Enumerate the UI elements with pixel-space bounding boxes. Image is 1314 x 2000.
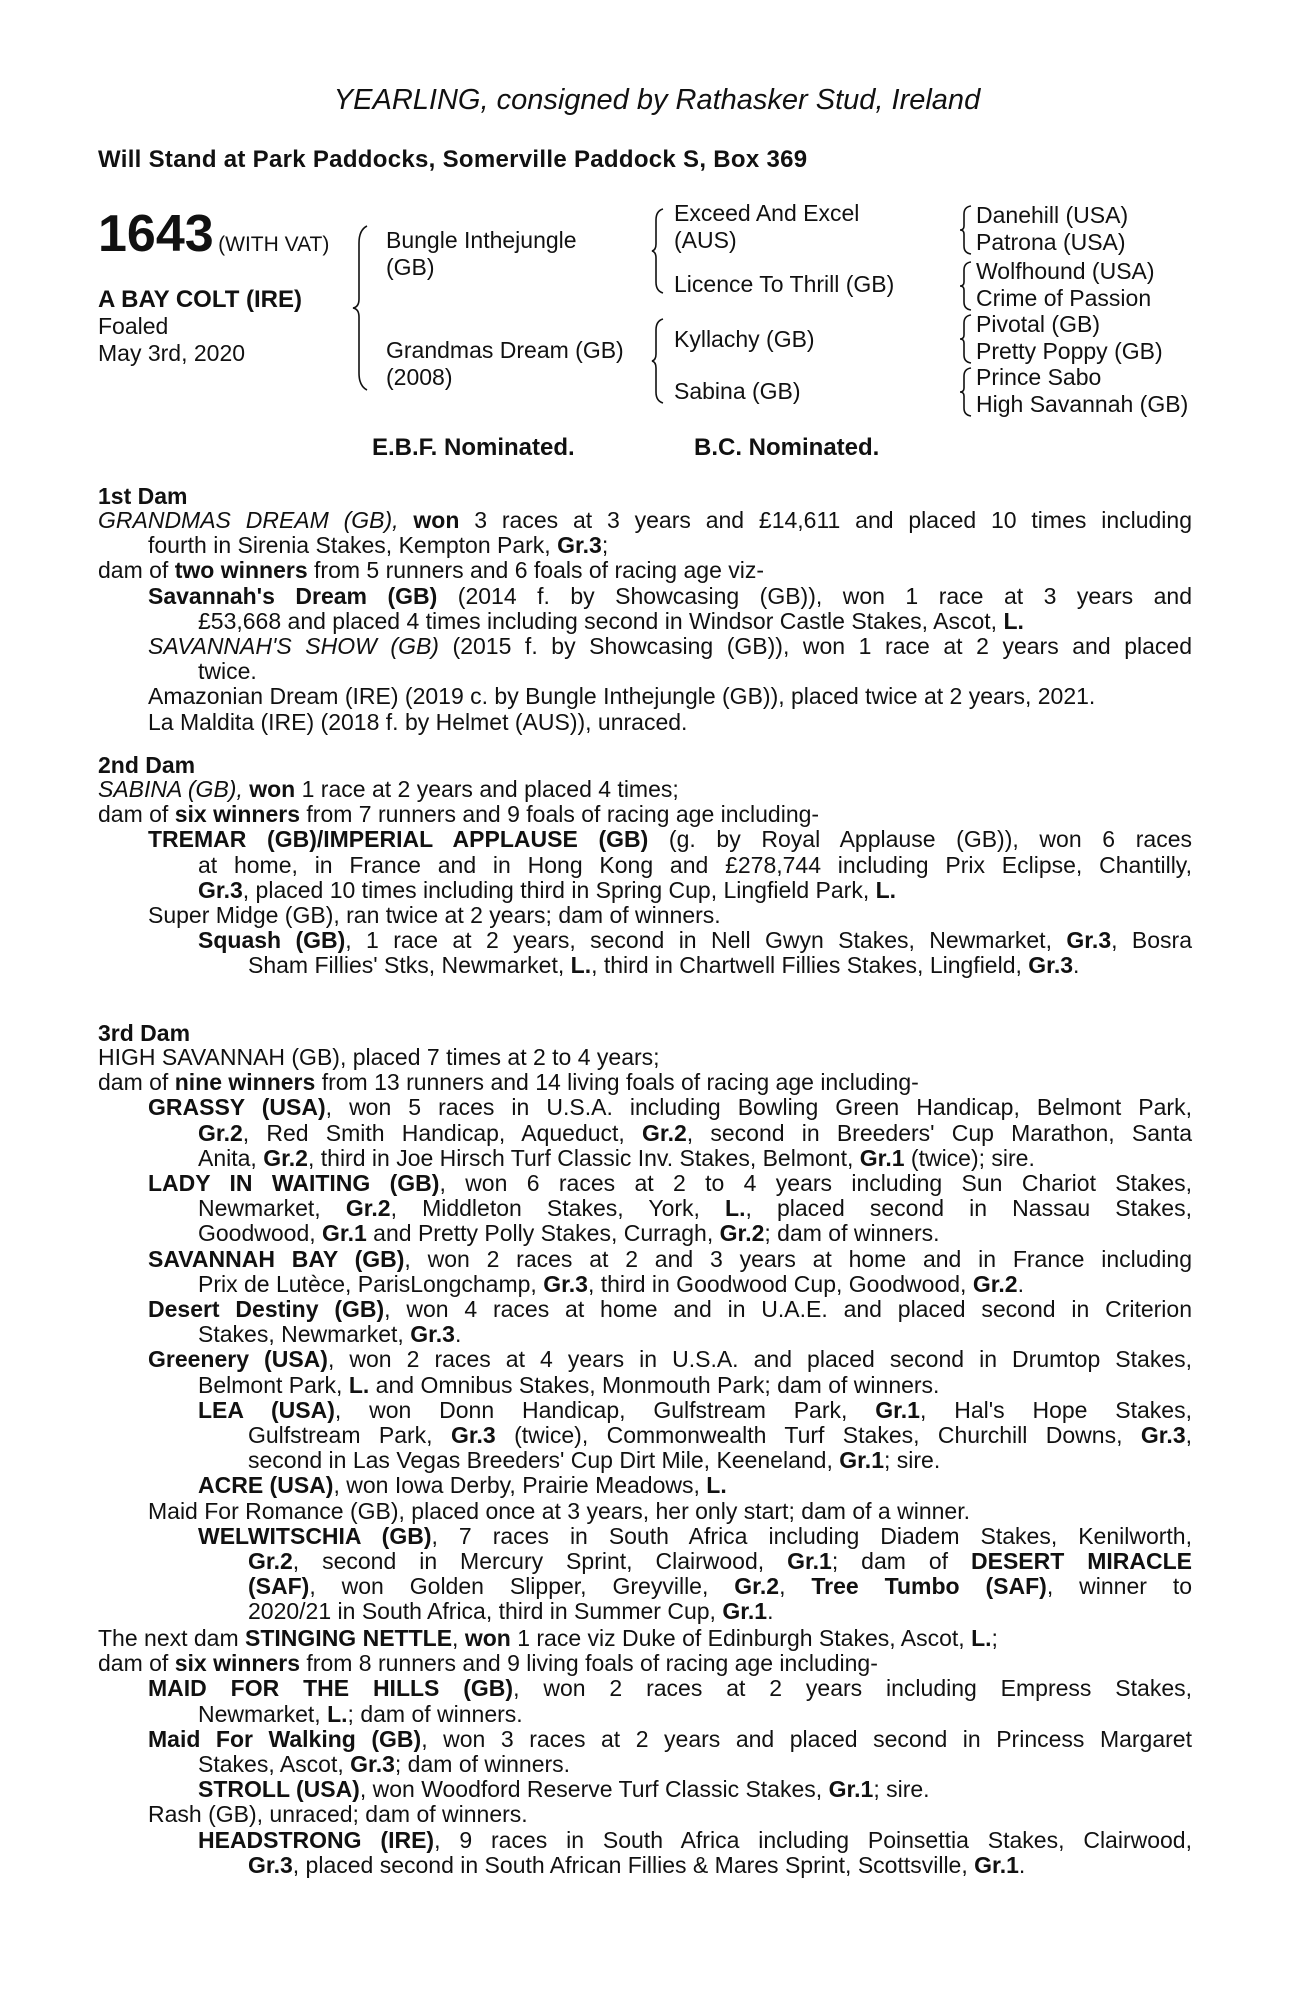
progeny-lady-in-waiting: LADY IN WAITING (GB), won 6 races at 2 to 4 years including Sun Chariot Stakes, Newmarket, Gr.2, Middleton Stakes, York, L., placed second in Nassau Stakes, Goodwood, Gr.1 and Pretty Polly Stakes, Curragh, Gr.2; dam of winners. <box>148 1170 1193 1247</box>
progeny-grassy: GRASSY (USA), won 5 races in U.S.A. including Bowling Green Handicap, Belmont Park, Gr.2, Red Smith Handicap, Aqueduct, Gr.2, second in Breeders' Cup Marathon, Santa Anita, Gr.2, third in Joe Hirsch Turf Classic Inv. Stakes, Belmont, Gr.1 (twice); sire. <box>148 1094 1192 1171</box>
progeny-super-midge: Super Midge (GB), ran twice at 2 years; dam of winners. <box>148 902 721 928</box>
lot-number-line <box>98 205 330 263</box>
progeny-lea: LEA (USA), won Donn Handicap, Gulfstream Park, Gr.1, Hal's Hope Stakes, Gulfstream Park, Gr.3 (twice), Commonwealth Turf Stakes, Churchill Downs, Gr.3, second in Las Vegas Breeders' Cup Dirt Mile, Keeneland, Gr.1; sire. <box>198 1396 1193 1474</box>
pedigree-ddd: High Savannah (GB) <box>976 391 1189 417</box>
progeny-amazonian-dream: Amazonian Dream (IRE) (2019 c. by Bungle Inthejungle (GB)), placed twice at 2 years, 2021. <box>148 683 1096 710</box>
sire-parents-bracket <box>652 208 664 294</box>
ebf-nomination: E.B.F. Nominated. <box>372 434 575 461</box>
progeny-headstrong: HEADSTRONG (IRE), 9 races in South Africa including Poinsettia Stakes, Clairwood, Gr.3, placed second in South African Fillies & Mares Sprint, Scottsville, Gr.1. <box>198 1826 1192 1878</box>
pedigree-dam-dam: Sabina (GB) <box>674 378 801 404</box>
progeny-welwitschia: WELWITSCHIA (GB), 7 races in South Africa including Diadem Stakes, Kenilworth, Gr.2, second in Mercury Sprint, Clairwood, Gr.1; dam of DESERT MIRACLE (SAF), won Golden Slipper, Greyville, Gr.2, Tree Tumbo (SAF), winner to 2020/21 in South Africa, third in Summer Cup, Gr.1. <box>198 1522 1193 1625</box>
first-dam-heading: 1st Dam <box>98 483 188 509</box>
progeny-stroll: STROLL (USA), won Woodford Reserve Turf Classic Stakes, Gr.1; sire. <box>198 1776 930 1803</box>
foaled-label: Foaled <box>98 313 169 339</box>
progeny-savannah-bay: SAVANNAH BAY (GB), won 2 races at 2 and 3 years at home and in France including Prix de Lutèce, ParisLongchamp, Gr.3, third in Goodwood Cup, Goodwood, Gr.2. <box>148 1245 1192 1297</box>
vat-label: (WITH VAT) <box>218 233 330 256</box>
pedigree-dsd: Pretty Poppy (GB) <box>976 338 1163 364</box>
next-dam-entry: The next dam STINGING NETTLE, won 1 race viz Duke of Edinburgh Stakes, Ascot, L.; dam of six winners from 8 runners and 9 living foals of racing age including- <box>98 1625 998 1677</box>
progeny-savannahs-dream: Savannah's Dream (GB) (2014 f. by Showcasing (GB)), won 1 race at 3 years and £53,668 and placed 4 times including second in Windsor Castle Stakes, Ascot, L. <box>148 582 1193 634</box>
second-dam-heading: 2nd Dam <box>98 752 196 778</box>
third-dam-entry: HIGH SAVANNAH (GB), placed 7 times at 2 to 4 years; dam of nine winners from 13 runners and 14 living foals of racing age including- <box>98 1044 919 1096</box>
gen4-bracket-4 <box>960 367 972 417</box>
pedigree-dam-sire: Kyllachy (GB) <box>674 326 815 352</box>
lot-description: A BAY COLT (IRE) <box>98 286 303 313</box>
progeny-rash: Rash (GB), unraced; dam of winners. <box>148 1801 528 1828</box>
progeny-la-maldita: La Maldita (IRE) (2018 f. by Helmet (AUS)), unraced. <box>148 708 688 735</box>
pedigree-sire-sire: Exceed And Excel (AUS) <box>674 200 860 253</box>
first-dam-entry: GRANDMAS DREAM (GB), won 3 races at 3 years and £14,611 and placed 10 times including fourth in Sirenia Stakes, Kempton Park, Gr.3; dam of two winners from 5 runners and 6 foals of racing age viz- <box>98 507 1192 584</box>
sire-dam-bracket <box>356 225 368 391</box>
gen4-bracket-2 <box>960 261 972 311</box>
pedigree-sds: Wolfhound (USA) <box>976 258 1155 284</box>
pedigree-dss: Pivotal (GB) <box>976 311 1100 337</box>
second-dam-entry: SABINA (GB), won 1 race at 2 years and placed 4 times; dam of six winners from 7 runners and 9 foals of racing age including- <box>98 776 820 828</box>
progeny-desert-destiny: Desert Destiny (GB), won 4 races at home and in U.A.E. and placed second in Criterion Stakes, Newmarket, Gr.3. <box>148 1296 1192 1348</box>
gen4-bracket-1 <box>960 205 972 255</box>
progeny-acre: ACRE (USA), won Iowa Derby, Prairie Meadows, L. <box>198 1472 727 1499</box>
third-dam-heading: 3rd Dam <box>98 1020 191 1046</box>
pedigree-ssd: Patrona (USA) <box>976 229 1126 255</box>
progeny-tremar: TREMAR (GB)/IMPERIAL APPLAUSE (GB) (g. by Royal Applause (GB)), won 6 races at home, in France and in Hong Kong and £278,744 including Prix Eclipse, Chantilly, Gr.3, placed 10 times including third in Spring Cup, Lingfield Park, L. <box>148 826 1192 903</box>
pedigree-dam: Grandmas Dream (GB) (2008) <box>386 337 624 390</box>
progeny-maid-for-romance: Maid For Romance (GB), placed once at 3 years, her only start; dam of a winner. <box>148 1497 970 1524</box>
progeny-maid-for-walking: Maid For Walking (GB), won 3 races at 2 years and placed second in Princess Margaret Stakes, Ascot, Gr.3; dam of winners. <box>148 1725 1192 1777</box>
pedigree-sire: Bungle Inthejungle (GB) <box>386 227 577 280</box>
pedigree-dds: Prince Sabo <box>976 364 1102 390</box>
dam-parents-bracket <box>652 318 664 404</box>
progeny-squash: Squash (GB), 1 race at 2 years, second in Nell Gwyn Stakes, Newmarket, Gr.3, Bosra Sham Fillies' Stks, Newmarket, L., third in Chartwell Fillies Stakes, Lingfield, Gr.3. <box>198 927 1192 979</box>
lot-number: 1643 <box>98 205 214 263</box>
pedigree-sdd: Crime of Passion <box>976 285 1152 311</box>
gen4-bracket-3 <box>960 314 972 364</box>
pedigree-sss: Danehill (USA) <box>976 202 1129 228</box>
pedigree-sire-dam: Licence To Thrill (GB) <box>674 271 895 297</box>
stand-location: Will Stand at Park Paddocks, Somerville Paddock S, Box 369 <box>98 146 808 173</box>
foaled-date: May 3rd, 2020 <box>98 340 246 366</box>
progeny-greenery: Greenery (USA), won 2 races at 4 years in U.S.A. and placed second in Drumtop Stakes, Belmont Park, L. and Omnibus Stakes, Monmouth Park; dam of winners. <box>148 1346 1193 1398</box>
bc-nomination: B.C. Nominated. <box>694 434 880 461</box>
progeny-savannahs-show: SAVANNAH'S SHOW (GB) (2015 f. by Showcasing (GB)), won 1 race at 2 years and placed twice. <box>148 633 1192 685</box>
progeny-maid-for-the-hills: MAID FOR THE HILLS (GB), won 2 races at 2 years including Empress Stakes, Newmarket, L.; dam of winners. <box>148 1675 1193 1727</box>
page-title: YEARLING, consigned by Rathasker Stud, Ireland <box>333 84 981 116</box>
